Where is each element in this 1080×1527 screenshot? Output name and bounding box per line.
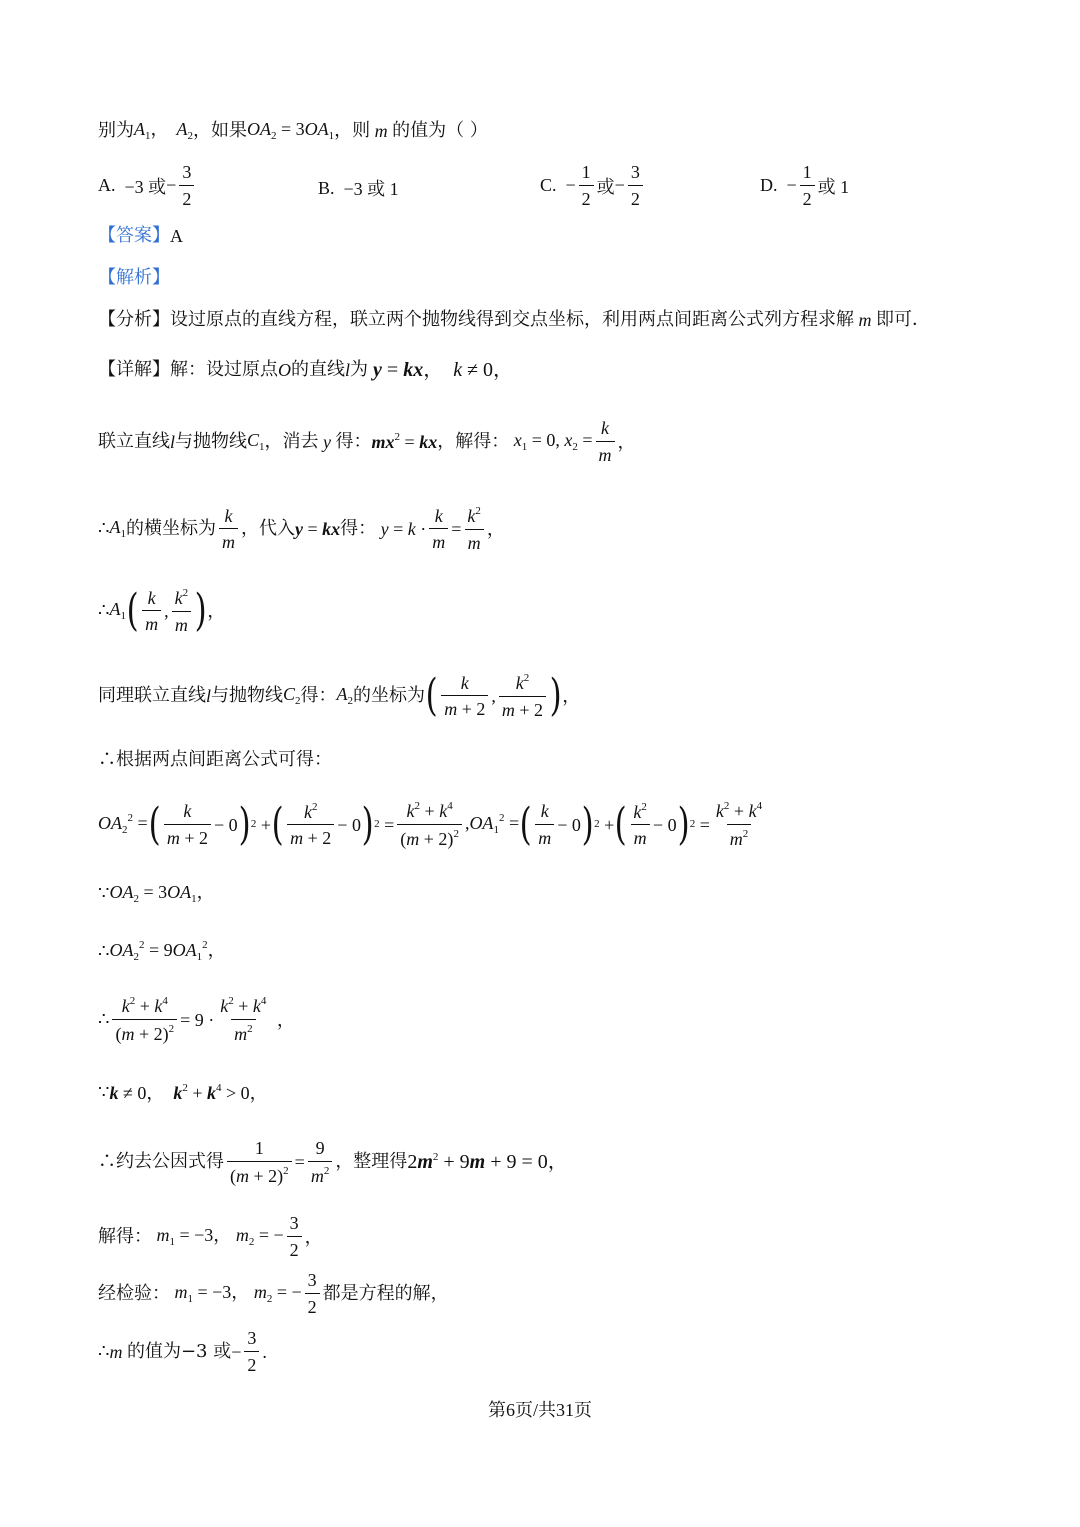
question-lead: 别为 [98,120,134,141]
line-7-formula: $OA_2^2$ = ( $\frac{k}{m + 2}$ − 0 ) 2 + ( $\frac{k^2}{m + 2}$ − 0 ) 2 = $\frac{k^2 + k^4}{(m + 2)^2}$ $,OA_1^2$ = ( $\frac{k}{m}$ − 0 ) 2 + ( $\frac{k^2}{m}$ − 0 ) 2 = $\frac{k^2 + k^4}{m^2}$ [98,798,763,850]
question-mid: ，如果 [193,120,247,141]
l6-text: ∴根据两点间距离公式可得： [98,749,332,770]
l12-b: ，整理得 [335,1151,408,1173]
l2-d: 得： [335,430,372,452]
fenxi-label: 【分析】 [98,309,170,330]
question-tail2: 的值为（ ） [392,120,488,141]
l15-a: ∴ [98,1340,110,1362]
l12-a: ∴约去公因式得 [98,1151,224,1173]
xiangjie-line: 【详解】 解：设过原点 O 的直线 l 为 y = kx， k ≠ 0， [98,359,514,381]
option-d-tail: 或 1 [817,176,850,197]
option-b-text: −3 或 1 [343,179,399,199]
l14-a: 经检验： [98,1282,170,1304]
line-6 [98,751,1020,769]
l4-a: ∴ [98,600,110,622]
option-c-label: C. [540,175,557,196]
line-4: ∴ $A_1$ ( $\frac{k}{m}$ , $\frac{k^2}{m}$ ) ， [98,585,226,637]
line-8: ∵ $OA_2 = 3OA_1$， [98,882,215,905]
option-a[interactable]: A. −3 或 − $\frac{3}{2}$ [98,162,197,209]
answer-value: A [170,226,183,246]
l14-b: 都是方程的解， [322,1282,449,1304]
fenxi-line: 【分析】 设过原点的直线方程，联立两个抛物线得到交点坐标，利用两点间距离公式列方程求解 m 即可． [98,309,930,330]
question-line: 别为 $A_1$， $A_2$ ，如果 $OA_2 = 3OA_1$ ，则 m 的值为（ ） [98,119,488,142]
option-d-label: D. [760,175,778,196]
l11-a: ∵ [98,1081,110,1103]
option-b-label: B. [318,177,335,198]
line-2: 联立直线 l 与抛物线 $C_1$ ，消去 y 得： $mx^2$ = kx ，解得： $x_1 = 0$, $x_2$ = $\frac{k}{m}$ ， [98,418,636,465]
l13-a: 解得： [98,1225,152,1247]
fenxi-tail: 即可． [876,309,930,330]
l2-b: 与抛物线 [175,430,248,452]
l2-e: ，解得： [437,430,510,452]
l2-a: 联立直线 [98,430,170,452]
l5-a: 同理联立直线 [98,685,206,707]
l5-d: 的坐标为 [353,685,426,707]
line-13: 解得： $m_1 = -3$， $m_2$ = − $\frac{3}{2}$ ， [98,1213,323,1260]
l5-c: 得： [300,685,337,707]
xiangjie-text3: 为 [350,359,369,380]
line-15: ∴ m 的值为−3 或 − $\frac{3}{2}$ . [98,1328,267,1375]
line-9: ∴ $OA_2^2 = 9OA_1^2$， [98,939,226,963]
option-c-mid: 或 [596,176,615,197]
line-12: ∴约去公因式得 $\frac{1}{(m + 2)^2}$ = $\frac{9}{m^2}$ ，整理得 $2m^2 + 9m + 9 = 0$， [98,1138,568,1186]
analysis-heading [98,269,1020,287]
option-d[interactable]: D. − $\frac{1}{2}$ 或 1 [760,162,850,209]
l10-a: ∴ [98,1008,110,1030]
answer-line [98,227,1020,245]
question-tail: ，则 [334,120,371,141]
fenxi-text: 设过原点的直线方程，联立两个抛物线得到交点坐标，利用两点间距离公式列方程求解 [170,309,854,330]
xiangjie-label: 【详解】 [98,359,170,380]
page-footer: 第6页/共31页 [487,1400,592,1420]
line-14: 经检验： $m_1 = -3$， $m_2$ = − $\frac{3}{2}$ 都是方程的解， [98,1270,449,1317]
l3-b: 的横坐标为 [125,518,216,540]
xiangjie-text2: 的直线 [291,359,345,380]
line-11: ∵ k ≠ 0， $k^2 + k^4 > 0$， [98,1081,268,1103]
line-5: 同理联立直线 l 与抛物线 $C_2$ 得： $A_2$ 的坐标为 ( $\frac{k}{m + 2}$ , $\frac{k^2}{m + 2}$ ) ， [98,670,581,722]
option-a-label: A. [98,175,116,196]
line-10: ∴ $\frac{k^2 + k^4}{(m + 2)^2}$ = 9 · $\frac{k^2 + k^4}{m^2}$ ， [98,995,295,1044]
l2-c: ，消去 [264,430,319,452]
line-3: ∴ $A_1$ 的横坐标为 $\frac{k}{m}$ ，代入 y = kx 得： y = k · $\frac{k}{m}$ = $\frac{k^2}{m}$ ， [98,505,505,553]
answer-label: 【答案】 [98,225,170,246]
option-b[interactable] [318,175,399,201]
option-c[interactable]: C. − $\frac{1}{2}$ 或 − $\frac{3}{2}$ [540,162,646,209]
xiangjie-text: 解：设过原点 [170,359,278,380]
l15-b: 的值为−3 或 [126,1340,232,1362]
option-a-text: −3 或 [124,176,167,197]
analysis-heading-text: 【解析】 [98,267,170,288]
l5-b: 与抛物线 [211,685,284,707]
l3-c: ，代入 [240,518,295,540]
l8-a: ∵ [98,883,110,904]
l3-a: ∴ [98,518,110,540]
l9-a: ∴ [98,940,110,962]
l3-d: 得： [340,518,377,540]
